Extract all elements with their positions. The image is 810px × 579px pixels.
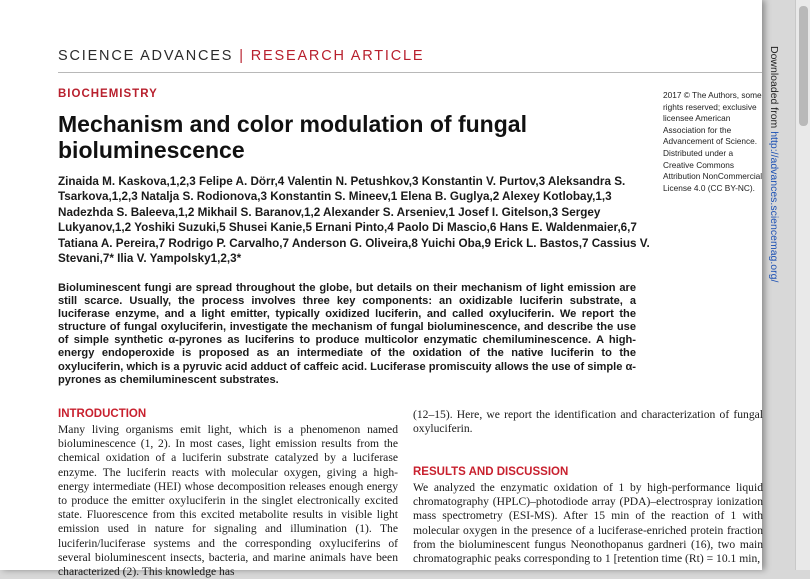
scrollbar[interactable]: [795, 0, 810, 570]
article-title: Mechanism and color modulation of fungal bioluminescence: [58, 111, 527, 163]
results-text: We analyzed the enzymatic oxidation of 1 by high-performance liquid chromatography (HPLC)–photodiode array (PDA)–electrospray ionization mass spectrometry (ESI-MS). After 15 min of the reaction of 1 with molecular oxygen in the presence of a luciferase-enriched protein fraction from the bioluminescent fungus Neonothopanus gardneri (16), two main chromatographic peaks corresponding to 1 [retention time (Rt) = 10.1 min,: [413, 481, 763, 566]
download-prefix: Downloaded from: [768, 46, 780, 132]
results-heading: RESULTS AND DISCUSSION: [413, 466, 569, 478]
section-label: BIOCHEMISTRY: [58, 88, 158, 100]
journal-name: SCIENCE ADVANCES: [58, 48, 234, 64]
journal-header: [58, 48, 424, 64]
download-note: [768, 46, 780, 282]
introduction-continuation: (12–15). Here, we report the identification and characterization of fungal oxyluciferin.: [413, 408, 763, 436]
header-separator: |: [239, 48, 245, 64]
introduction-heading: INTRODUCTION: [58, 408, 147, 420]
copyright-notice: 2017 © The Authors, some rights reserved; exclusive licensee American Association for the Advancement of Science. Distributed under a Creative Commons Attribution NonCommercial License 4.0 (CC BY-NC).: [663, 90, 763, 193]
introduction-text: Many living organisms emit light, which is a phenomenon named bioluminescence (1, 2). In most cases, light emission results from the chemical oxidation of a luciferin substrate catalyzed by a luciferase enzyme. The luciferin reacts with molecular oxygen, giving a high-energy intermediate (HEI) whose decomposition releases enough energy to produce the emitter oxyluciferin in the singlet electronically excited state. Fluorescence from this excited metabolite results in visible light emission used in nature for signaling and illumination (1). The luciferin/luciferase systems and the corresponding oxyluciferins of several bioluminescent insects, bacteria, and marine animals have been characterized (2). This knowledge has: [58, 423, 398, 579]
author-list: Zinaida M. Kaskova,1,2,3 Felipe A. Dörr,4 Valentin N. Petushkov,3 Konstantin V. Purtov,3 Aleksandra S. Tsarkova,1,2,3 Natalja S. Rodionova,3 Konstantin S. Mineev,1 Elena B. Guglya,2 Alexey Kotlobay,1,3 Nadezhda S. Baleeva,1,2 Mikhail S. Baranov,1,2 Alexander S. Arseniev,1 Josef I. Gitelson,3 Sergey Lukyanov,1,2 Yoshiki Suzuki,5 Shusei Kanie,5 Ernani Pinto,4 Paolo Di Mascio,6 Hans E. Waldenmaier,6,7 Tatiana A. Pereira,7 Rodrigo P. Carvalho,7 Anderson G. Oliveira,8 Yuichi Oba,9 Erick L. Bastos,7 Cassius V. Stevani,7* Ilia V. Yampolsky1,2,3*: [58, 175, 650, 266]
article-type: RESEARCH ARTICLE: [250, 48, 425, 64]
scrollbar-thumb[interactable]: [799, 6, 808, 126]
header-rule: [58, 72, 762, 73]
download-link[interactable]: http://advances.sciencemag.org/: [768, 131, 780, 283]
abstract: Bioluminescent fungi are spread throughout the globe, but details on their mechanism of light emission are still scarce. Usually, the process involves three key components: an oxidizable luciferin substrate, a luciferase enzyme, and a light emitter, typically oxidized luciferin, and called oxyluciferin. We report the structure of fungal oxyluciferin, investigate the mechanism of fungal bioluminescence, and describe the use of simple synthetic α-pyrones as luciferins to produce multicolor enzymatic chemiluminescence. A high-energy endoperoxide is proposed as an intermediate of the oxidation of the native luciferin to the oxyluciferin, which is a pyruvic acid adduct of caffeic acid. Luciferase promiscuity allows the use of simple α-pyrones as chemiluminescent substrates.: [58, 282, 636, 386]
